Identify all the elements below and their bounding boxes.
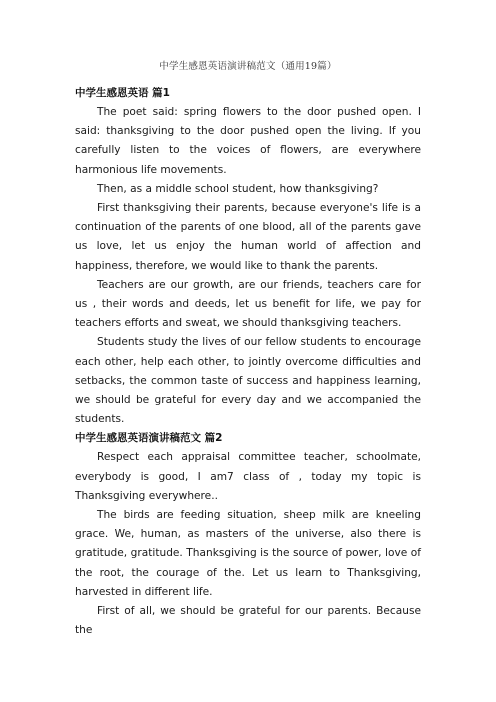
document-body — [75, 84, 421, 640]
paragraph: Students study the lives of our fellow students to encourage each other, help each other, to jointly overcome difficulties and setbacks, the common taste of success and happiness learning, we should be grateful for every day and we accompanied the students. — [75, 336, 421, 426]
paragraph: Teachers are our growth, are our friends, teachers care for us , their words and deeds, let us benefit for life, we pay for teachers efforts and sweat, we should thanksgiving teachers. — [75, 278, 421, 330]
paragraph: Respect each appraisal committee teacher, schoolmate, everybody is good, I am7 class of , today my topic is Thanksgiving everywhere.. — [75, 451, 421, 502]
section-heading-2: 中学生感恩英语演讲稿范文 篇2 — [75, 432, 223, 445]
document-title: 中学生感恩英语演讲稿范文（通用19篇） — [159, 61, 337, 72]
paragraph: First of all, we should be grateful for our parents. Because the — [75, 605, 421, 637]
paragraph: The birds are feeding situation, sheep milk are kneeling grace. We, human, as masters of the universe, also there is gratitude, gratitude. Thanksgiving is the source of power, love of the root, the courage of the. Let us learn to Thanksgiving, harvested in different life. — [75, 509, 421, 598]
section-heading-1: 中学生感恩英语 篇1 — [75, 87, 170, 99]
paragraph: Then, as a middle school student, how thanksgiving? — [97, 182, 379, 195]
paragraph: First thanksgiving their parents, because everyone's life is a continuation of the parents of one blood, all of the parents gave us love, let us enjoy the human world of affection and happiness, therefore, we would like to thank the parents. — [75, 202, 421, 272]
paragraph: The poet said: spring flowers to the door pushed open. I said: thanksgiving to the door pushed open the living. If you carefully listen to the voices of flowers, are everywhere harmonious life movements. — [75, 106, 421, 176]
